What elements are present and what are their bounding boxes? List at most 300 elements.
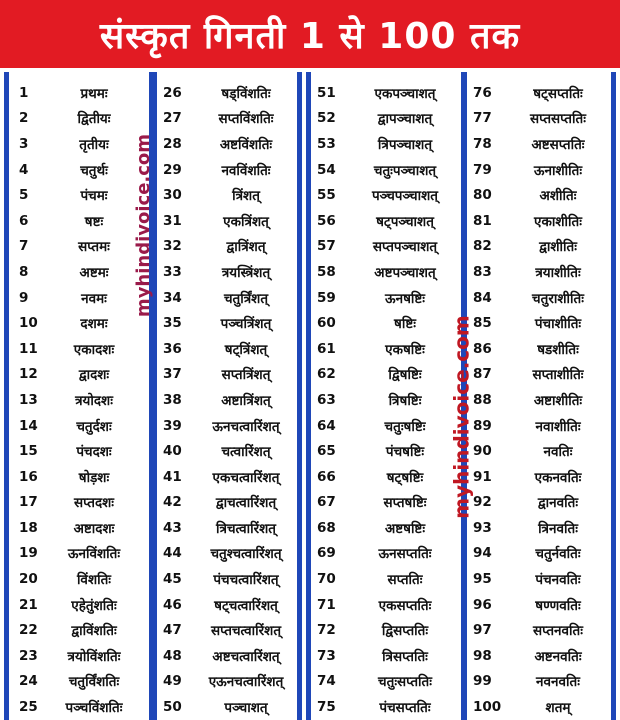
row-sanskrit-word: ऊनविंशतिः (67, 546, 121, 563)
row-sanskrit-word: षट्त्रिंशत् (224, 341, 268, 358)
row-sanskrit-word: त्रयोविंशतिः (67, 648, 121, 665)
number-row (157, 464, 297, 490)
number-row (9, 310, 149, 336)
page-title: संस्कृत गिनती 1 से 100 तक (99, 15, 521, 57)
number-row (311, 490, 461, 516)
row-number: 74 (317, 673, 336, 690)
row-sanskrit-word: एकाशीतिः (534, 213, 582, 230)
row-sanskrit-word: पञ्चाशत् (224, 700, 268, 717)
column-4 (462, 72, 616, 720)
row-number: 4 (19, 161, 29, 178)
number-row (157, 259, 297, 285)
row-number: 69 (317, 545, 336, 562)
row-number: 66 (317, 468, 336, 485)
row-number: 53 (317, 135, 336, 152)
row-sanskrit-word: ऊनसप्ततिः (378, 546, 432, 563)
row-sanskrit-word: द्वाशीतिः (539, 239, 577, 256)
number-row (157, 285, 297, 311)
number-row (467, 566, 611, 592)
watermark-center: myhindivoice.com (449, 315, 474, 519)
row-sanskrit-word: चतुर्विंशतिः (68, 674, 120, 691)
row-number: 93 (473, 519, 492, 536)
row-sanskrit-word: एऊनचत्वारिंशत् (208, 674, 284, 691)
row-sanskrit-word: अष्टमः (79, 264, 109, 281)
row-sanskrit-word: एकपञ्चाशत् (374, 85, 436, 102)
row-sanskrit-word: सप्ताशीतिः (532, 367, 584, 384)
row-sanskrit-word: चतुर्थः (80, 162, 108, 179)
row-number: 1 (19, 84, 29, 101)
row-number: 80 (473, 187, 492, 204)
row-sanskrit-word: षड्विंशतिः (221, 85, 271, 102)
number-row (157, 157, 297, 183)
row-number: 23 (19, 647, 38, 664)
row-sanskrit-word: पंचचत्वारिंशत् (213, 572, 279, 589)
number-row (311, 669, 461, 695)
row-sanskrit-word: एकनवतिः (534, 469, 582, 486)
row-number: 81 (473, 212, 492, 229)
row-sanskrit-word: सप्तमः (78, 239, 110, 256)
number-row (9, 80, 149, 106)
row-number: 96 (473, 596, 492, 613)
row-number: 61 (317, 340, 336, 357)
number-row (467, 131, 611, 157)
row-number: 28 (163, 135, 182, 152)
row-number: 54 (317, 161, 336, 178)
row-number: 21 (19, 596, 38, 613)
row-sanskrit-word: षडशीतिः (537, 341, 579, 358)
row-sanskrit-word: एहेतुंशतिः (71, 597, 117, 614)
row-number: 31 (163, 212, 182, 229)
row-number: 8 (19, 263, 29, 280)
row-number: 35 (163, 315, 182, 332)
number-row (9, 413, 149, 439)
number-row (157, 566, 297, 592)
row-sanskrit-word: द्वाविंशतिः (71, 623, 117, 640)
row-sanskrit-word: षण्णवतिः (535, 597, 581, 614)
row-number: 64 (317, 417, 336, 434)
number-row (9, 592, 149, 618)
number-row (9, 259, 149, 285)
row-sanskrit-word: चतुर्नवतिः (535, 546, 581, 563)
row-sanskrit-word: नवविंशतिः (221, 162, 271, 179)
row-number: 68 (317, 519, 336, 536)
row-number: 26 (163, 84, 182, 101)
row-sanskrit-word: द्विसप्ततिः (381, 623, 429, 640)
row-number: 65 (317, 443, 336, 460)
row-number: 2 (19, 110, 29, 127)
number-row (311, 259, 461, 285)
row-sanskrit-word: सप्तत्रिंशत् (221, 367, 271, 384)
row-number: 55 (317, 187, 336, 204)
number-row (467, 182, 611, 208)
row-number: 82 (473, 238, 492, 255)
number-row (9, 336, 149, 362)
row-sanskrit-word: त्रयस्त्रिंशत् (221, 264, 271, 281)
number-row (311, 362, 461, 388)
row-number: 45 (163, 571, 182, 588)
row-sanskrit-word: सप्तदशः (73, 495, 115, 512)
row-number: 40 (163, 443, 182, 460)
number-row (157, 310, 297, 336)
row-number: 62 (317, 366, 336, 383)
row-number: 17 (19, 494, 38, 511)
number-row (157, 80, 297, 106)
row-sanskrit-word: अष्टाशीतिः (533, 392, 583, 409)
row-number: 75 (317, 699, 336, 716)
row-sanskrit-word: द्वादशः (78, 367, 110, 384)
number-row (9, 566, 149, 592)
row-sanskrit-word: सप्तनवतिः (533, 623, 583, 640)
number-row (467, 694, 611, 720)
row-sanskrit-word: पंचदशः (76, 444, 112, 461)
row-sanskrit-word: द्वात्रिंशत् (226, 239, 266, 256)
number-row (157, 131, 297, 157)
row-sanskrit-word: द्वापञ्चाशत् (377, 111, 433, 128)
row-number: 14 (19, 417, 38, 434)
row-number: 27 (163, 110, 182, 127)
row-number: 89 (473, 417, 492, 434)
row-sanskrit-word: एकषष्टिः (385, 341, 425, 358)
row-number: 19 (19, 545, 38, 562)
row-number: 15 (19, 443, 38, 460)
number-row (9, 234, 149, 260)
row-sanskrit-word: चत्वारिंशत् (221, 444, 271, 461)
number-row (467, 106, 611, 132)
number-row (467, 541, 611, 567)
number-row (9, 438, 149, 464)
row-number: 13 (19, 391, 38, 408)
number-row (157, 106, 297, 132)
row-sanskrit-word: एकादशः (73, 341, 115, 358)
row-number: 12 (19, 366, 38, 383)
row-number: 30 (163, 187, 182, 204)
number-row (311, 182, 461, 208)
row-number: 56 (317, 212, 336, 229)
row-number: 87 (473, 366, 492, 383)
row-number: 83 (473, 263, 492, 280)
row-sanskrit-word: द्वानवतिः (537, 495, 579, 512)
row-number: 24 (19, 673, 38, 690)
row-sanskrit-word: त्रयोदशः (75, 392, 113, 409)
row-sanskrit-word: एकचत्वारिंशत् (212, 469, 280, 486)
number-row (311, 464, 461, 490)
row-number: 47 (163, 622, 182, 639)
row-number: 11 (19, 340, 38, 357)
number-row (467, 438, 611, 464)
page-header (0, 0, 620, 68)
row-number: 37 (163, 366, 182, 383)
row-sanskrit-word: चतुःपञ्चाशत् (373, 162, 437, 179)
number-row (467, 617, 611, 643)
row-number: 3 (19, 135, 29, 152)
row-sanskrit-word: नवाशीतिः (535, 418, 581, 435)
row-number: 91 (473, 468, 492, 485)
row-sanskrit-word: सप्तपञ्चाशत् (372, 239, 438, 256)
number-row (157, 592, 297, 618)
number-row (467, 285, 611, 311)
number-row (467, 208, 611, 234)
row-sanskrit-word: नवतिः (543, 444, 573, 461)
row-number: 79 (473, 161, 492, 178)
number-row (467, 157, 611, 183)
number-row (311, 515, 461, 541)
number-row (9, 285, 149, 311)
row-number: 18 (19, 519, 38, 536)
row-sanskrit-word: अष्टादशः (73, 520, 115, 537)
row-number: 67 (317, 494, 336, 511)
row-number: 39 (163, 417, 182, 434)
row-number: 60 (317, 315, 336, 332)
number-row (467, 490, 611, 516)
row-sanskrit-word: त्रिंशत् (232, 188, 260, 205)
row-number: 90 (473, 443, 492, 460)
row-sanskrit-word: तृतीयः (79, 136, 109, 153)
number-row (9, 669, 149, 695)
number-row (9, 515, 149, 541)
number-row (467, 362, 611, 388)
number-row (157, 387, 297, 413)
row-number: 44 (163, 545, 182, 562)
number-row (9, 387, 149, 413)
watermark-left: myhindivoice.com (133, 133, 155, 318)
number-row (157, 362, 297, 388)
number-row (157, 694, 297, 720)
row-number: 41 (163, 468, 182, 485)
number-row (9, 106, 149, 132)
row-sanskrit-word: चतुराशीतिः (532, 290, 584, 307)
number-row (311, 566, 461, 592)
row-sanskrit-word: त्रिचत्वारिंशत् (216, 520, 276, 537)
number-row (311, 106, 461, 132)
number-row (311, 387, 461, 413)
row-number: 72 (317, 622, 336, 639)
row-number: 71 (317, 596, 336, 613)
row-sanskrit-word: पंचनवतिः (535, 572, 581, 589)
row-number: 29 (163, 161, 182, 178)
number-row (467, 310, 611, 336)
row-number: 99 (473, 673, 492, 690)
number-row (157, 438, 297, 464)
row-sanskrit-word: नवमः (81, 290, 107, 307)
number-row (311, 208, 461, 234)
number-row (311, 157, 461, 183)
number-row (467, 464, 611, 490)
row-sanskrit-word: अशीतिः (539, 188, 577, 205)
row-number: 63 (317, 391, 336, 408)
row-sanskrit-word: त्रिसप्ततिः (382, 648, 428, 665)
row-number: 48 (163, 647, 182, 664)
row-sanskrit-word: षट्सप्ततिः (533, 85, 583, 102)
number-row (467, 336, 611, 362)
number-row (157, 669, 297, 695)
row-number: 52 (317, 110, 336, 127)
row-sanskrit-word: चतुःसप्ततिः (378, 674, 432, 691)
number-row (157, 413, 297, 439)
row-number: 7 (19, 238, 29, 255)
number-row (157, 208, 297, 234)
row-number: 78 (473, 135, 492, 152)
number-row (9, 617, 149, 643)
number-row (9, 643, 149, 669)
number-row (157, 490, 297, 516)
number-table (0, 72, 620, 720)
row-sanskrit-word: विंशतिः (76, 572, 112, 589)
number-row (467, 669, 611, 695)
row-number: 97 (473, 622, 492, 639)
number-row (311, 285, 461, 311)
row-sanskrit-word: दशमः (80, 316, 108, 333)
row-sanskrit-word: अष्टविंशतिः (219, 136, 273, 153)
row-number: 36 (163, 340, 182, 357)
number-row (9, 694, 149, 720)
row-sanskrit-word: शतम् (545, 700, 571, 717)
row-sanskrit-word: षट्चत्वारिंशत् (214, 597, 278, 614)
row-number: 98 (473, 647, 492, 664)
number-row (467, 234, 611, 260)
number-row (157, 234, 297, 260)
row-number: 42 (163, 494, 182, 511)
row-sanskrit-word: अष्टात्रिंशत् (221, 392, 271, 409)
row-number: 58 (317, 263, 336, 280)
number-row (311, 694, 461, 720)
row-sanskrit-word: षोड़शः (78, 469, 110, 486)
number-row (9, 157, 149, 183)
number-row (9, 464, 149, 490)
number-row (9, 362, 149, 388)
row-number: 38 (163, 391, 182, 408)
row-number: 50 (163, 699, 182, 716)
row-sanskrit-word: सप्तविंशतिः (218, 111, 274, 128)
row-number: 77 (473, 110, 492, 127)
number-row (467, 259, 611, 285)
row-sanskrit-word: अष्टसप्ततिः (531, 136, 585, 153)
number-row (467, 413, 611, 439)
row-sanskrit-word: ऊनाशीतिः (533, 162, 583, 179)
row-sanskrit-word: त्रिषष्टिः (388, 392, 422, 409)
row-sanskrit-word: द्वितीयः (77, 111, 111, 128)
row-number: 92 (473, 494, 492, 511)
row-sanskrit-word: त्रयाशीतिः (535, 264, 581, 281)
number-row (157, 336, 297, 362)
row-sanskrit-word: पञ्चविंशतिः (65, 700, 123, 717)
row-sanskrit-word: त्रिनवतिः (538, 520, 578, 537)
number-row (311, 234, 461, 260)
number-row (467, 592, 611, 618)
row-number: 25 (19, 699, 38, 716)
number-row (157, 182, 297, 208)
number-row (311, 413, 461, 439)
row-sanskrit-word: सप्तसप्ततिः (530, 111, 586, 128)
row-sanskrit-word: पञ्चत्रिंशत् (220, 316, 272, 333)
row-sanskrit-word: नवनवतिः (536, 674, 580, 691)
row-sanskrit-word: पंचाशीतिः (534, 316, 582, 333)
row-sanskrit-word: एकसप्ततिः (378, 597, 432, 614)
number-row (311, 438, 461, 464)
number-row (157, 515, 297, 541)
row-sanskrit-word: अष्टनवतिः (534, 648, 582, 665)
row-sanskrit-word: प्रथमः (80, 85, 108, 102)
row-sanskrit-word: ऊनचत्वारिंशत् (212, 418, 280, 435)
row-sanskrit-word: षट्षष्टिः (386, 469, 424, 486)
number-row (9, 490, 149, 516)
row-number: 22 (19, 622, 38, 639)
row-number: 57 (317, 238, 336, 255)
row-number: 94 (473, 545, 492, 562)
row-number: 70 (317, 571, 336, 588)
row-number: 5 (19, 187, 29, 204)
number-row (157, 541, 297, 567)
number-row (311, 617, 461, 643)
row-sanskrit-word: षष्टः (84, 213, 104, 230)
row-number: 20 (19, 571, 38, 588)
row-number: 59 (317, 289, 336, 306)
row-number: 46 (163, 596, 182, 613)
number-row (467, 643, 611, 669)
row-number: 84 (473, 289, 492, 306)
row-number: 95 (473, 571, 492, 588)
row-sanskrit-word: त्रिपञ्चाशत् (377, 136, 433, 153)
number-row (157, 643, 297, 669)
row-sanskrit-word: ऊनषष्टिः (384, 290, 425, 307)
row-sanskrit-word: एकत्रिंशत् (223, 213, 269, 230)
number-row (311, 131, 461, 157)
row-sanskrit-word: चतुर्त्रिंशत् (223, 290, 269, 307)
row-number: 73 (317, 647, 336, 664)
row-sanskrit-word: षट्पञ्चाशत् (376, 213, 434, 230)
number-row (157, 617, 297, 643)
column-2 (152, 72, 302, 720)
row-number: 43 (163, 519, 182, 536)
row-sanskrit-word: अष्टपञ्चाशत् (374, 264, 436, 281)
row-sanskrit-word: पञ्चपञ्चाशत् (371, 188, 438, 205)
number-row (311, 541, 461, 567)
row-number: 34 (163, 289, 182, 306)
row-number: 9 (19, 289, 29, 306)
number-row (467, 387, 611, 413)
row-sanskrit-word: पंचसप्ततिः (379, 700, 431, 717)
number-row (311, 80, 461, 106)
row-sanskrit-word: अष्टषष्टिः (384, 520, 426, 537)
number-row (311, 643, 461, 669)
row-sanskrit-word: द्विषष्टिः (388, 367, 422, 384)
row-sanskrit-word: षष्टिः (394, 316, 416, 333)
row-sanskrit-word: चतुःषष्टिः (384, 418, 426, 435)
number-row (311, 336, 461, 362)
row-number: 76 (473, 84, 492, 101)
row-sanskrit-word: चतुश्चत्वारिंशत् (210, 546, 282, 563)
row-number: 10 (19, 315, 38, 332)
row-number: 51 (317, 84, 336, 101)
column-3 (306, 72, 466, 720)
row-sanskrit-word: अष्टचत्वारिंशत् (212, 648, 280, 665)
row-number: 88 (473, 391, 492, 408)
number-row (467, 80, 611, 106)
row-number: 32 (163, 238, 182, 255)
number-row (467, 515, 611, 541)
column-1 (4, 72, 154, 720)
number-row (311, 592, 461, 618)
row-number: 49 (163, 673, 182, 690)
row-sanskrit-word: पंचषष्टिः (385, 444, 425, 461)
row-number: 16 (19, 468, 38, 485)
row-sanskrit-word: सप्ततिः (387, 572, 423, 589)
number-row (9, 182, 149, 208)
row-number: 33 (163, 263, 182, 280)
row-number: 85 (473, 315, 492, 332)
row-sanskrit-word: द्वाचत्वारिंशत् (215, 495, 277, 512)
row-sanskrit-word: सप्तषष्टिः (383, 495, 427, 512)
number-row (311, 310, 461, 336)
